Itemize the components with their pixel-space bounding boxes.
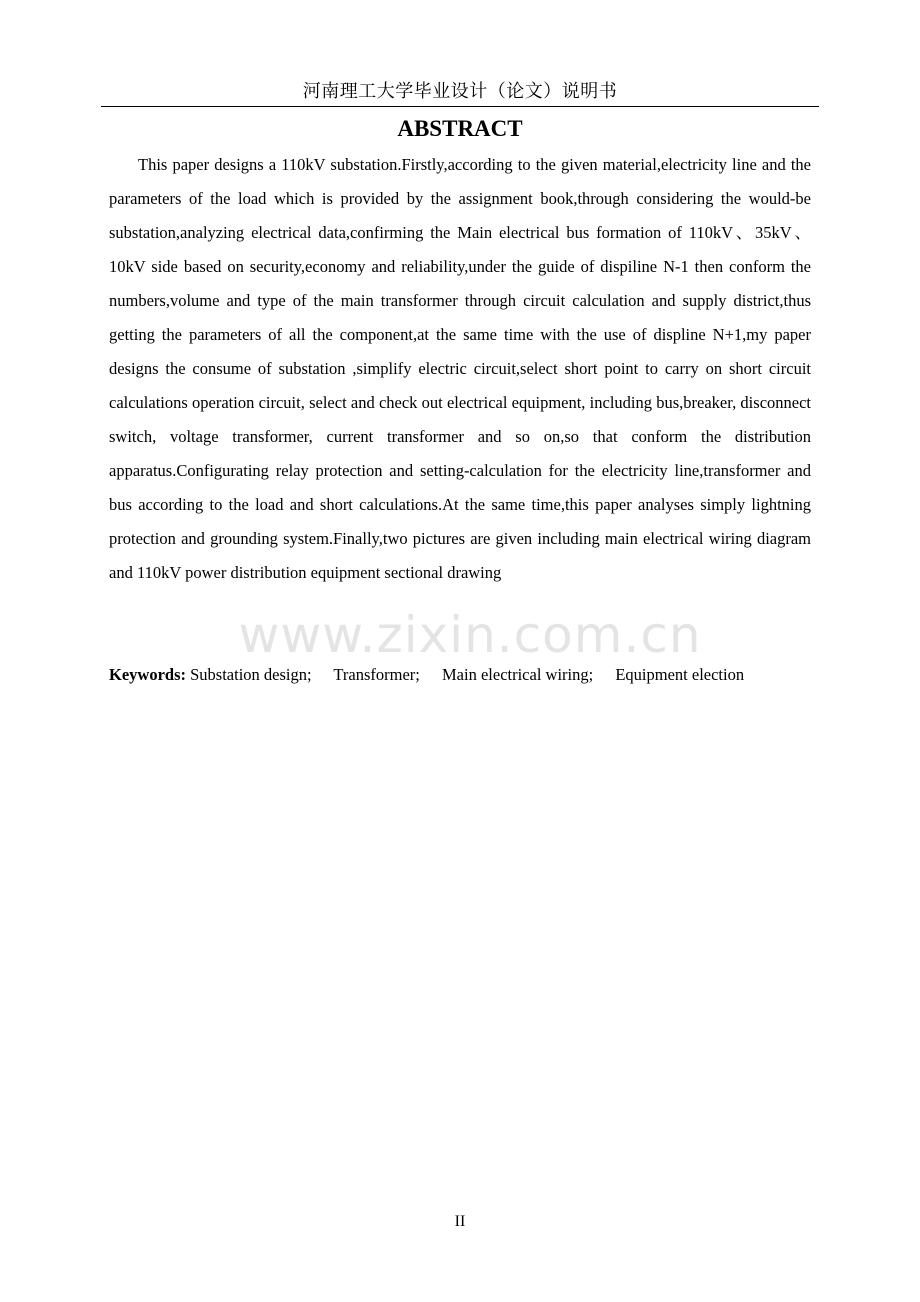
- abstract-title: ABSTRACT: [397, 116, 523, 141]
- header-rule: [101, 106, 819, 107]
- abstract-body: This paper designs a 110kV substation.Firstly,according to the given material,electricity line and the parameters of the load which is provided by the assignment book,through considering the would-be substation,analyzing electrical data,confirming the Main electrical bus formation of 110kV、35kV、10kV side based on security,economy and reliability,under the guide of dispiline N-1 then conform the numbers,volume and type of the main transformer through circuit calculation and supply district,thus getting the parameters of all the component,at the same time with the use of displine N+1,my paper designs the consume of substation ,simplify electric circuit,select short point to carry on short circuit calculations operation circuit, select and check out electrical equipment, including bus,breaker, disconnect switch, voltage transformer, current transformer and so on,so that conform the distribution apparatus.Configurating relay protection and setting-calculation for the electricity line,transformer and bus according to the load and short calculations.At the same time,this paper analyses simply lightning protection and grounding system.Finally,two pictures are given including main electrical wiring diagram and 110kV power distribution equipment sectional drawing: [109, 155, 811, 582]
- keyword-item: Transformer;: [333, 665, 420, 684]
- keywords-line: [109, 658, 829, 692]
- running-header: 河南理工大学毕业设计（论文）说明书: [302, 81, 618, 102]
- watermark: www.zixin.com.cn: [238, 606, 702, 664]
- page-number: II: [454, 1213, 466, 1230]
- keywords-label: Keywords:: [109, 665, 186, 684]
- keyword-item: Substation design;: [190, 665, 312, 684]
- keyword-item: Equipment election: [615, 665, 745, 684]
- keyword-item: Main electrical wiring;: [442, 665, 594, 684]
